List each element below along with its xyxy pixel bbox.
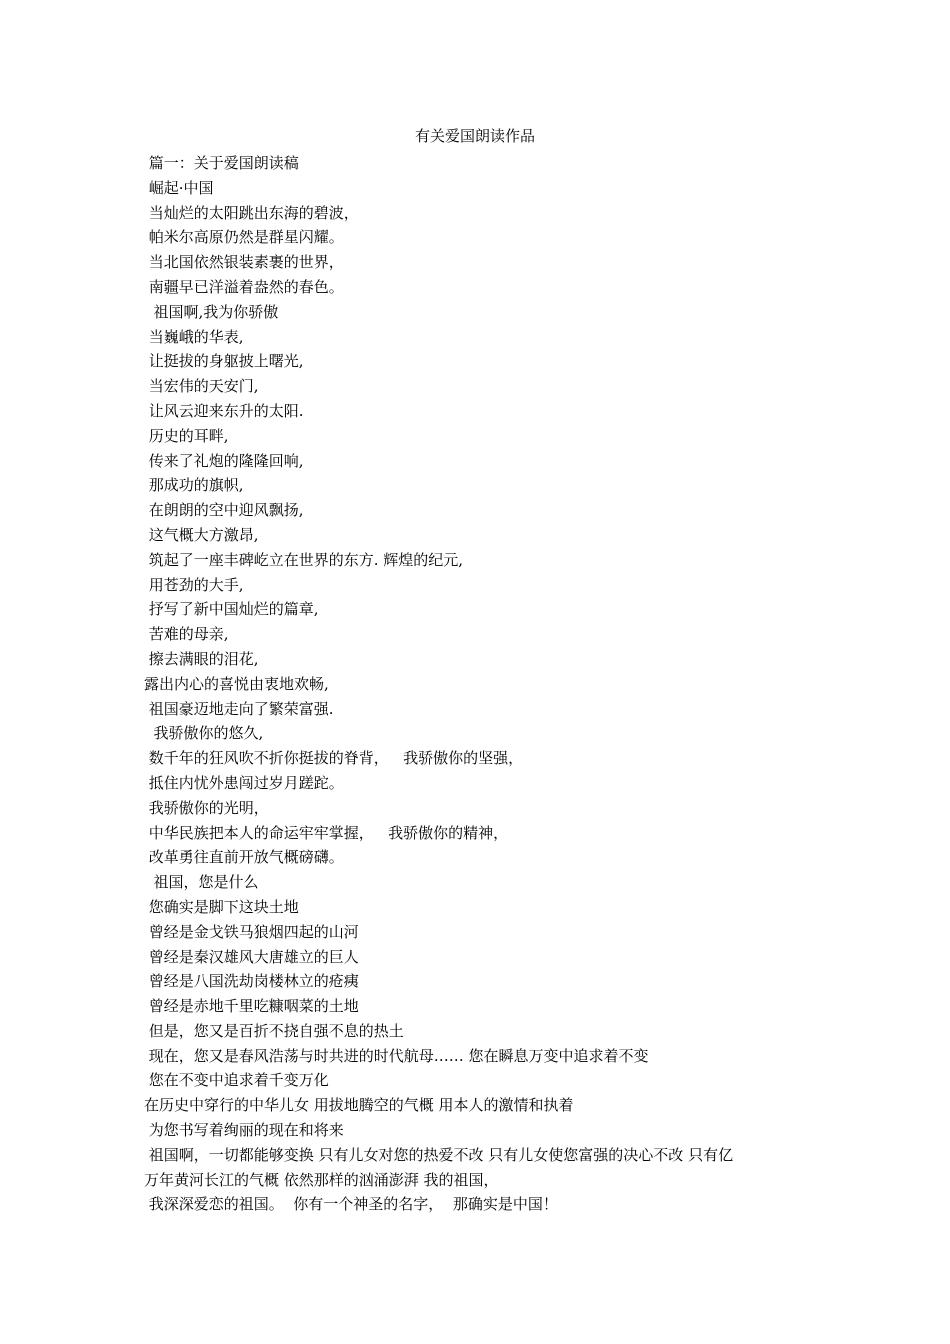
text-line: 苦难的母亲, — [144, 625, 229, 644]
text-line: 您确实是脚下这块土地 — [144, 897, 299, 916]
text-line: 祖国啊,我为你骄傲 — [144, 302, 279, 321]
text-line: 南疆早已洋溢着盎然的春色。 — [144, 277, 344, 296]
text-line: 曾经是赤地千里吃糠咽菜的土地 — [144, 997, 359, 1016]
text-line: 传来了礼炮的隆隆回响, — [144, 451, 304, 470]
text-line: 篇一：关于爱国朗读稿 — [144, 154, 299, 172]
document-title: 有关爱国朗读作品 — [414, 127, 535, 145]
text-line: 擦去满眼的泪花, — [144, 649, 259, 668]
text-line: 筑起了一座丰碑屹立在世界的东方. 辉煌的纪元, — [144, 550, 464, 569]
text-line: 为您书写着绚丽的现在和将来 — [144, 1121, 344, 1140]
text-line: 但是，您又是百折不挠自强不息的热土 — [144, 1021, 404, 1040]
text-line: 露出内心的喜悦由衷地欢畅, — [144, 674, 329, 693]
text-line: 抒写了新中国灿烂的篇章, — [144, 600, 319, 619]
text-line: 我骄傲你的光明， — [144, 798, 269, 817]
text-line: 在历史中穿行的中华儿女 用拔地腾空的气概 用本人的激情和执着 — [144, 1096, 574, 1115]
text-line: 抵住内忧外患闯过岁月蹉跎。 — [144, 773, 344, 792]
text-line: 当灿烂的太阳跳出东海的碧波， — [144, 203, 359, 222]
text-line: 崛起·中国 — [144, 178, 214, 197]
text-line: 祖国啊，一切都能够变换 只有儿女对您的热爱不改 只有儿女使您富强的决心不改 只有亿 — [144, 1145, 734, 1164]
text-line: 万年黄河长江的气概 依然那样的汹涌澎湃 我的祖国， — [144, 1170, 499, 1189]
text-line: 数千年的狂风吹不折你挺拔的脊背， 我骄傲你的坚强， — [144, 749, 524, 768]
text-line: 我骄傲你的悠久, — [144, 724, 264, 743]
text-line: 那成功的旗帜, — [144, 476, 244, 495]
text-line: 帕米尔高原仍然是群星闪耀。 — [144, 228, 344, 247]
text-line: 历史的耳畔, — [144, 426, 229, 445]
text-line: 现在，您又是春风浩荡与时共进的时代航母…… 您在瞬息万变中追求着不变 — [144, 1046, 649, 1065]
text-line: 您在不变中追求着千变万化 — [144, 1071, 329, 1090]
text-line: 曾经是八国洗劫岗楼林立的疮痍 — [144, 972, 359, 991]
text-line: 用苍劲的大手, — [144, 575, 244, 594]
text-line: 当北国依然银装素裹的世界， — [144, 253, 344, 272]
text-line: 当宏伟的天安门, — [144, 377, 259, 396]
text-line: 这气概大方激昂, — [144, 525, 259, 544]
text-line: 祖国，您是什么 — [144, 873, 259, 892]
text-line: 改革勇往直前开放气概磅礴。 — [144, 848, 344, 867]
text-line: 让风云迎来东升的太阳. — [144, 401, 304, 420]
text-line: 让挺拔的身躯披上曙光, — [144, 352, 304, 371]
text-line: 在朗朗的空中迎风飘扬, — [144, 501, 304, 520]
text-line: 曾经是秦汉雄风大唐雄立的巨人 — [144, 947, 359, 966]
text-line: 祖国豪迈地走向了繁荣富强. — [144, 699, 334, 718]
text-line: 曾经是金戈铁马狼烟四起的山河 — [144, 922, 359, 941]
text-line: 中华民族把本人的命运牢牢掌握， 我骄傲你的精神， — [144, 823, 509, 842]
document-body — [144, 151, 824, 1217]
text-line: 当巍峨的华表, — [144, 327, 244, 346]
text-line: 我深深爱恋的祖国。 你有一个神圣的名字， 那确实是中国！ — [144, 1195, 558, 1214]
